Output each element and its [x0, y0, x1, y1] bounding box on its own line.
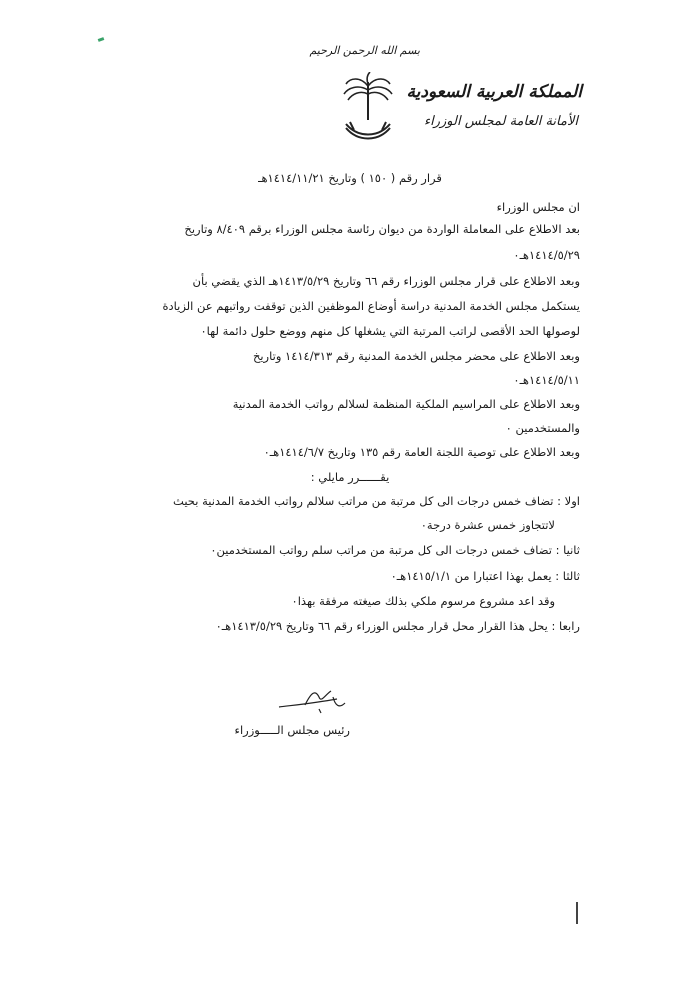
preamble-line: والمستخدمين ٠	[505, 421, 580, 435]
signature	[275, 685, 365, 715]
preamble-line: وبعد الاطلاع على توصية اللجنة العامة رقم ١٣٥ وتاريخ ١٤١٤/٦/٧هـ٠	[263, 445, 580, 459]
decision-title: قرار رقم ( ١٥٠ ) وتاريخ ١٤١٤/١١/٢١هـ	[258, 171, 442, 185]
preamble-line: وبعد الاطلاع على المراسيم الملكية المنظمة لسلالم رواتب الخدمة المدنية	[232, 397, 580, 411]
decision-item: ثانيا : تضاف خمس درجات الى كل مرتبة من مراتب سلم رواتب المستخدمين٠	[210, 543, 580, 557]
basmala: بسم الله الرحمن الرحيم	[309, 44, 420, 57]
preamble-line: وبعد الاطلاع على قرار مجلس الوزراء رقم ٦٦ وتاريخ ١٤١٣/٥/٢٩هـ الذي يقضي بأن	[192, 274, 580, 288]
decision-opening: ان مجلس الوزراء	[496, 200, 580, 214]
preamble-line: بعد الاطلاع على المعاملة الواردة من ديوان رئاسة مجلس الوزراء برقم ٨/٤٠٩ وتاريخ	[184, 222, 580, 236]
organization-department: الأمانة العامة لمجلس الوزراء	[424, 114, 578, 129]
scan-edge-mark	[576, 902, 578, 924]
preamble-line: ١٤١٤/٥/١١هـ٠	[513, 373, 580, 387]
preamble-line: يستكمل مجلس الخدمة المدنية دراسة أوضاع الموظفين الذين توقفت رواتبهم عن الزيادة	[162, 299, 580, 313]
scan-mark	[98, 37, 105, 42]
decision-item: رابعا : يحل هذا القرار محل قرار مجلس الوزراء رقم ٦٦ وتاريخ ١٤١٣/٥/٢٩هـ٠	[215, 619, 580, 633]
preamble-line: وبعد الاطلاع على محضر مجلس الخدمة المدنية رقم ١٤١٤/٣١٣ وتاريخ	[252, 349, 580, 363]
decision-item: لاتتجاوز خمس عشرة درجة٠	[420, 518, 555, 532]
saudi-emblem-icon	[340, 72, 396, 142]
preamble-line: ١٤١٤/٥/٢٩هـ٠	[513, 248, 580, 262]
decision-item: اولا : تضاف خمس درجات الى كل مرتبة من مراتب سلالم رواتب الخدمة المدنية بحيث	[173, 494, 580, 508]
signatory-title: رئيس مجلس الـــــوزراء	[234, 723, 350, 737]
preamble-line: لوصولها الحد الأقصى لراتب المرتبة التي يشغلها كل منهم ووضع حلول دائمة لها٠	[200, 324, 580, 338]
decides-heading: يقــــــرر مايلي :	[310, 470, 390, 484]
decision-item: وقد اعد مشروع مرسوم ملكي بذلك صيغته مرفقة بهذا٠	[291, 594, 555, 608]
organization-name: المملكة العربية السعودية	[406, 82, 582, 102]
decision-item: ثالثا : يعمل بهذا اعتبارا من ١٤١٥/١/١هـ٠	[390, 569, 580, 583]
